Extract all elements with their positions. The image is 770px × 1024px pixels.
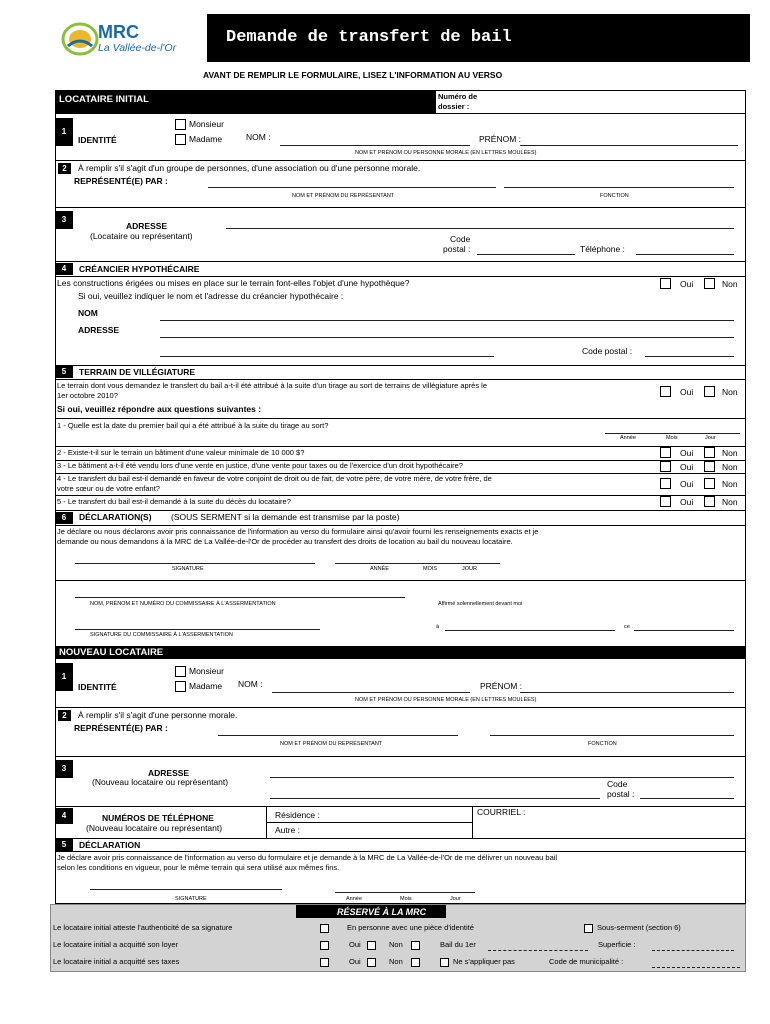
- section-bar-nouveau: NOUVEAU LOCATAIRE: [55, 646, 746, 659]
- si-oui-label: Si oui, veuillez répondre aux questions suivantes :: [57, 404, 262, 414]
- non-label: Non: [722, 479, 738, 489]
- divider: [55, 851, 746, 852]
- represente-label: REPRÉSENTÉ(E) PAR :: [74, 723, 168, 733]
- representant-field[interactable]: [208, 187, 496, 188]
- oui-label: Oui: [680, 448, 694, 458]
- dossier-label: Numéro de: [438, 92, 478, 101]
- taxes-non-checkbox[interactable]: [411, 958, 420, 967]
- telephone-label: Téléphone :: [580, 244, 625, 254]
- superficie-label: Superficie :: [598, 940, 636, 949]
- nom-field[interactable]: [272, 692, 470, 693]
- q2-oui-checkbox[interactable]: [660, 447, 671, 458]
- divider: [55, 379, 746, 380]
- taxes-oui-checkbox[interactable]: [367, 958, 376, 967]
- code-label: Code: [607, 779, 628, 789]
- oui-label: Oui: [680, 387, 694, 397]
- section-4-header: 4 CRÉANCIER HYPOTHÉCAIRE: [55, 263, 235, 275]
- date-field[interactable]: [605, 433, 740, 434]
- non-label: Non: [722, 497, 738, 507]
- divider: [472, 806, 473, 838]
- courriel-label: COURRIEL :: [477, 807, 526, 817]
- monsieur-checkbox[interactable]: [175, 666, 186, 677]
- nom-label: NOM :: [246, 132, 271, 142]
- divider: [55, 276, 746, 277]
- oui-label: Oui: [349, 957, 361, 966]
- annee-hint: ANNÉE: [370, 566, 389, 572]
- declaration-text: Je déclare avoir pris connaissance de l'information au verso du formulaire et je demande à la MRC de La Vallée-de-l'Or de me délivrer un nouveau bail: [57, 853, 558, 862]
- en-personne-label: En personne avec une pièce d'identité: [347, 923, 474, 932]
- date-signature-field[interactable]: [335, 563, 500, 564]
- non-label: Non: [722, 448, 738, 458]
- superficie-field[interactable]: [652, 950, 734, 951]
- prenom-field[interactable]: [520, 145, 738, 146]
- residence-label: Résidence :: [275, 810, 320, 820]
- page-title: Demande de transfert de bail: [226, 28, 512, 47]
- nom-label: NOM :: [238, 679, 263, 689]
- q4-non-checkbox[interactable]: [704, 478, 715, 489]
- divider: [55, 510, 746, 511]
- section-number: 1: [55, 663, 73, 691]
- telephone-field[interactable]: [636, 254, 734, 255]
- section-number: 3: [55, 760, 73, 778]
- autre-label: Autre :: [275, 825, 301, 835]
- q3-non-checkbox[interactable]: [704, 461, 715, 472]
- bail-label: Bail du 1er: [440, 940, 476, 949]
- question-5: 5 - Le transfert du bail est-il demandé à la suite du décès du locataire?: [57, 497, 291, 506]
- representant-hint: NOM ET PRÉNOM DU REPRÉSENTANT: [280, 741, 383, 747]
- section-number: 1: [55, 118, 73, 146]
- nom-hint: NOM ET PRÉNOM OU PERSONNE MORALE (EN LETTRES MOULÉES): [355, 697, 537, 703]
- sig-commissaire-hint: SIGNATURE DU COMMISSAIRE À L'ASSERMENTATION: [90, 632, 233, 638]
- question-2: 2 - Existe-t-il sur le terrain un bâtiment d'une valeur minimale de 10 000 $?: [57, 448, 305, 457]
- q3-oui-checkbox[interactable]: [660, 461, 671, 472]
- non-label: Non: [389, 957, 403, 966]
- section-bar-initial: LOCATAIRE INITIAL: [55, 90, 435, 114]
- divider: [55, 495, 746, 496]
- identite-label: IDENTITÉ: [78, 135, 117, 145]
- divider: [266, 822, 472, 823]
- oui-label: Oui: [680, 279, 694, 289]
- creancier-adresse-label: ADRESSE: [78, 325, 120, 335]
- villegiature-question: Le terrain dont vous demandez le transfert du bail a-t-il été attribué à la suite d'un tirage au sort de terrains de villégiature après le: [57, 381, 488, 390]
- section-number: 4: [55, 808, 73, 824]
- ce-label: ce: [624, 624, 630, 630]
- ne-pas-appliquer-checkbox[interactable]: [440, 958, 449, 967]
- prenom-label: PRÉNOM :: [479, 134, 522, 144]
- taxes-flag-checkbox[interactable]: [320, 958, 329, 967]
- madame-checkbox[interactable]: [175, 681, 186, 692]
- code-municipalite-label: Code de municipalité :: [549, 957, 624, 966]
- postal-label: postal :: [443, 244, 471, 254]
- adresse-field-2[interactable]: [270, 798, 600, 799]
- oui-label: Oui: [680, 479, 694, 489]
- signature-field[interactable]: [90, 889, 282, 890]
- non-label: Non: [722, 462, 738, 472]
- madame-label: Madame: [189, 681, 223, 691]
- prenom-field[interactable]: [520, 692, 734, 693]
- signature-hint: SIGNATURE: [175, 896, 207, 902]
- hypotheque-question-2: Si oui, veuillez indiquer le nom et l'adresse du créancier hypothécaire :: [78, 291, 344, 301]
- question-4: 4 - Le transfert du bail est-il demandé en faveur de votre conjoint de droit ou de fait, de votre père, de votre mère, de votre frère, de: [57, 474, 492, 483]
- mois-hint: MOIS: [423, 566, 438, 572]
- hypotheque-question: Les constructions érigées ou mises en place sur le terrain font-elles l'objet d'une hypothèque?: [57, 278, 410, 288]
- section-number: 2: [58, 710, 71, 721]
- nom-hint: NOM ET PRÉNOM OU PERSONNE MORALE (EN LETTRES MOULÉES): [355, 150, 537, 156]
- commissaire-field[interactable]: [75, 597, 405, 598]
- divider: [55, 261, 746, 262]
- signature-commissaire-field[interactable]: [75, 629, 320, 630]
- divider: [55, 756, 746, 757]
- mrc-logo: [60, 20, 200, 60]
- non-label: Non: [389, 940, 403, 949]
- q5-non-checkbox[interactable]: [704, 496, 715, 507]
- monsieur-label: Monsieur: [189, 119, 224, 129]
- commissaire-hint: NOM, PRÉNOM ET NUMÉRO DU COMMISSAIRE À L'ASSERMENTATION: [90, 601, 276, 607]
- q5-oui-checkbox[interactable]: [660, 496, 671, 507]
- dossier-box: [435, 90, 746, 114]
- madame-label: Madame: [189, 134, 223, 144]
- declaration-text-2: selon les conditions en vigueur, pour le même terrain qui sera utilisé aux mêmes fins.: [57, 863, 340, 872]
- dossier-label-2: dossier :: [438, 102, 470, 111]
- non-label: Non: [722, 279, 738, 289]
- telephone-label: NUMÉROS DE TÉLÉPHONE: [102, 813, 214, 823]
- divider: [55, 446, 746, 447]
- oui-label: Oui: [349, 940, 361, 949]
- section-number: 3: [55, 211, 73, 229]
- affirme-label: Affirmé solennellement devant moi: [438, 601, 523, 607]
- date-signature-field[interactable]: [335, 892, 475, 893]
- monsieur-checkbox[interactable]: [175, 119, 186, 130]
- section-6-header: 6 DÉCLARATION(S) (SOUS SERMENT si la demande est transmise par la poste): [55, 512, 555, 524]
- signature-hint: SIGNATURE: [172, 566, 204, 572]
- oui-label: Oui: [680, 497, 694, 507]
- reserve-row-3: Le locataire initial a acquitté ses taxes: [53, 957, 180, 966]
- representant-field[interactable]: [218, 735, 458, 736]
- loyer-oui-checkbox[interactable]: [367, 941, 376, 950]
- adresse-sub: (Nouveau locataire ou représentant): [92, 777, 229, 787]
- creancier-code-postal-label: Code postal :: [582, 346, 633, 356]
- reserve-row-2: Le locataire initial a acquitté son loyer: [53, 940, 179, 949]
- adresse-sub: (Locataire ou représentant): [90, 231, 193, 241]
- creancier-nom-field[interactable]: [160, 320, 734, 321]
- declaration-text: Je déclare ou nous déclarons avoir pris connaissance de l'information au verso du formulaire ainsi qu'avoir fourni les renseignements exacts et je: [57, 527, 539, 536]
- divider: [55, 580, 746, 581]
- q4-oui-checkbox[interactable]: [660, 478, 671, 489]
- section-5-header: 5 DÉCLARATION: [55, 839, 235, 851]
- annee-hint: Année: [620, 435, 636, 441]
- code-label: Code: [450, 234, 471, 244]
- creancier-code-postal-field[interactable]: [645, 356, 734, 357]
- creancier-adresse-field[interactable]: [160, 337, 734, 338]
- representant-hint: NOM ET PRÉNOM DU REPRÉSENTANT: [292, 193, 395, 199]
- question-3: 3 - Le bâtiment a-t-il été vendu lors d'une vente en justice, d'une vente pour taxes ou de l'exercice d'un droit hypothécaire?: [57, 461, 463, 470]
- reserve-title: RÉSERVÉ À LA MRC: [337, 907, 427, 917]
- logo-subtitle: La Vallée-de-l'Or: [98, 42, 177, 54]
- signature-field[interactable]: [75, 563, 315, 564]
- mois-hint: Mois: [400, 896, 412, 902]
- hypotheque-non-checkbox[interactable]: [704, 278, 715, 289]
- divider: [55, 707, 746, 708]
- lieu-field[interactable]: [445, 630, 615, 631]
- creancier-nom-label: NOM: [78, 308, 98, 318]
- section-2-text: À remplir s'il s'agit d'une personne morale.: [78, 710, 238, 720]
- non-label: Non: [722, 387, 738, 397]
- fonction-hint: FONCTION: [600, 193, 629, 199]
- divider: [55, 806, 746, 807]
- villegiature-oui-checkbox[interactable]: [660, 386, 671, 397]
- fonction-field[interactable]: [504, 187, 734, 188]
- section-2-text: À remplir s'il s'agit d'un groupe de personnes, d'une association ou d'une personne morale.: [78, 163, 421, 173]
- adresse-field[interactable]: [226, 228, 734, 229]
- divider: [55, 207, 746, 208]
- telephone-sub: (Nouveau locataire ou représentant): [86, 823, 223, 833]
- prenom-label: PRÉNOM :: [480, 681, 523, 691]
- jour-hint: Jour: [705, 435, 716, 441]
- sous-serment-label: Sous-serment (section 6): [597, 923, 681, 932]
- creancier-adresse-field-2[interactable]: [160, 356, 494, 357]
- reserve-row-1: Le locataire initial atteste l'authenticité de sa signature: [53, 923, 233, 932]
- divider: [55, 418, 746, 419]
- code-municipalite-field[interactable]: [652, 967, 740, 968]
- bail-field[interactable]: [488, 950, 588, 951]
- a-label: à: [436, 624, 440, 630]
- declaration-text-2: demande ou nous demandons à la MRC de La Vallée-de-l'Or de procéder au transfert des droits de location au bail du nouveau locataire.: [57, 537, 513, 546]
- en-personne-checkbox[interactable]: [320, 924, 329, 933]
- adresse-field[interactable]: [270, 777, 734, 778]
- adresse-label: ADRESSE: [148, 768, 190, 778]
- loyer-non-checkbox[interactable]: [411, 941, 420, 950]
- villegiature-non-checkbox[interactable]: [704, 386, 715, 397]
- oui-label: Oui: [680, 462, 694, 472]
- postal-label: postal :: [607, 789, 635, 799]
- monsieur-label: Monsieur: [189, 666, 224, 676]
- represente-label: REPRÉSENTÉ(E) PAR :: [74, 176, 168, 186]
- sous-serment-checkbox[interactable]: [584, 924, 593, 933]
- fonction-field[interactable]: [490, 735, 734, 736]
- logo-emblem-icon: [60, 20, 100, 58]
- section-5-header: 5 TERRAIN DE VILLÉGIATURE: [55, 366, 235, 378]
- identite-label: IDENTITÉ: [78, 682, 117, 692]
- madame-checkbox[interactable]: [175, 134, 186, 145]
- divider: [55, 525, 746, 526]
- section-number: 2: [58, 163, 71, 174]
- question-4-b: votre sœur ou de votre enfant?: [57, 484, 160, 493]
- logo-text: MRC: [98, 22, 139, 42]
- hypotheque-oui-checkbox[interactable]: [660, 278, 671, 289]
- code-postal-field[interactable]: [640, 798, 734, 799]
- date-ce-field[interactable]: [634, 630, 734, 631]
- divider: [55, 160, 746, 161]
- villegiature-question-b: 1er octobre 2010?: [57, 391, 118, 400]
- nom-field[interactable]: [280, 145, 470, 146]
- jour-hint: JOUR: [462, 566, 477, 572]
- fonction-hint: FONCTION: [588, 741, 617, 747]
- adresse-label: ADRESSE: [126, 221, 168, 231]
- question-1: 1 - Quelle est la date du premier bail qui a été attribué à la suite du tirage au sort?: [57, 421, 329, 430]
- code-postal-field[interactable]: [477, 254, 575, 255]
- ne-pas-appliquer-label: Ne s'appliquer pas: [453, 957, 515, 966]
- notice: AVANT DE REMPLIR LE FORMULAIRE, LISEZ L'INFORMATION AU VERSO: [203, 70, 503, 80]
- loyer-flag-checkbox[interactable]: [320, 941, 329, 950]
- annee-hint: Année: [346, 896, 362, 902]
- mois-hint: Mois: [666, 435, 678, 441]
- jour-hint: Jour: [450, 896, 461, 902]
- q2-non-checkbox[interactable]: [704, 447, 715, 458]
